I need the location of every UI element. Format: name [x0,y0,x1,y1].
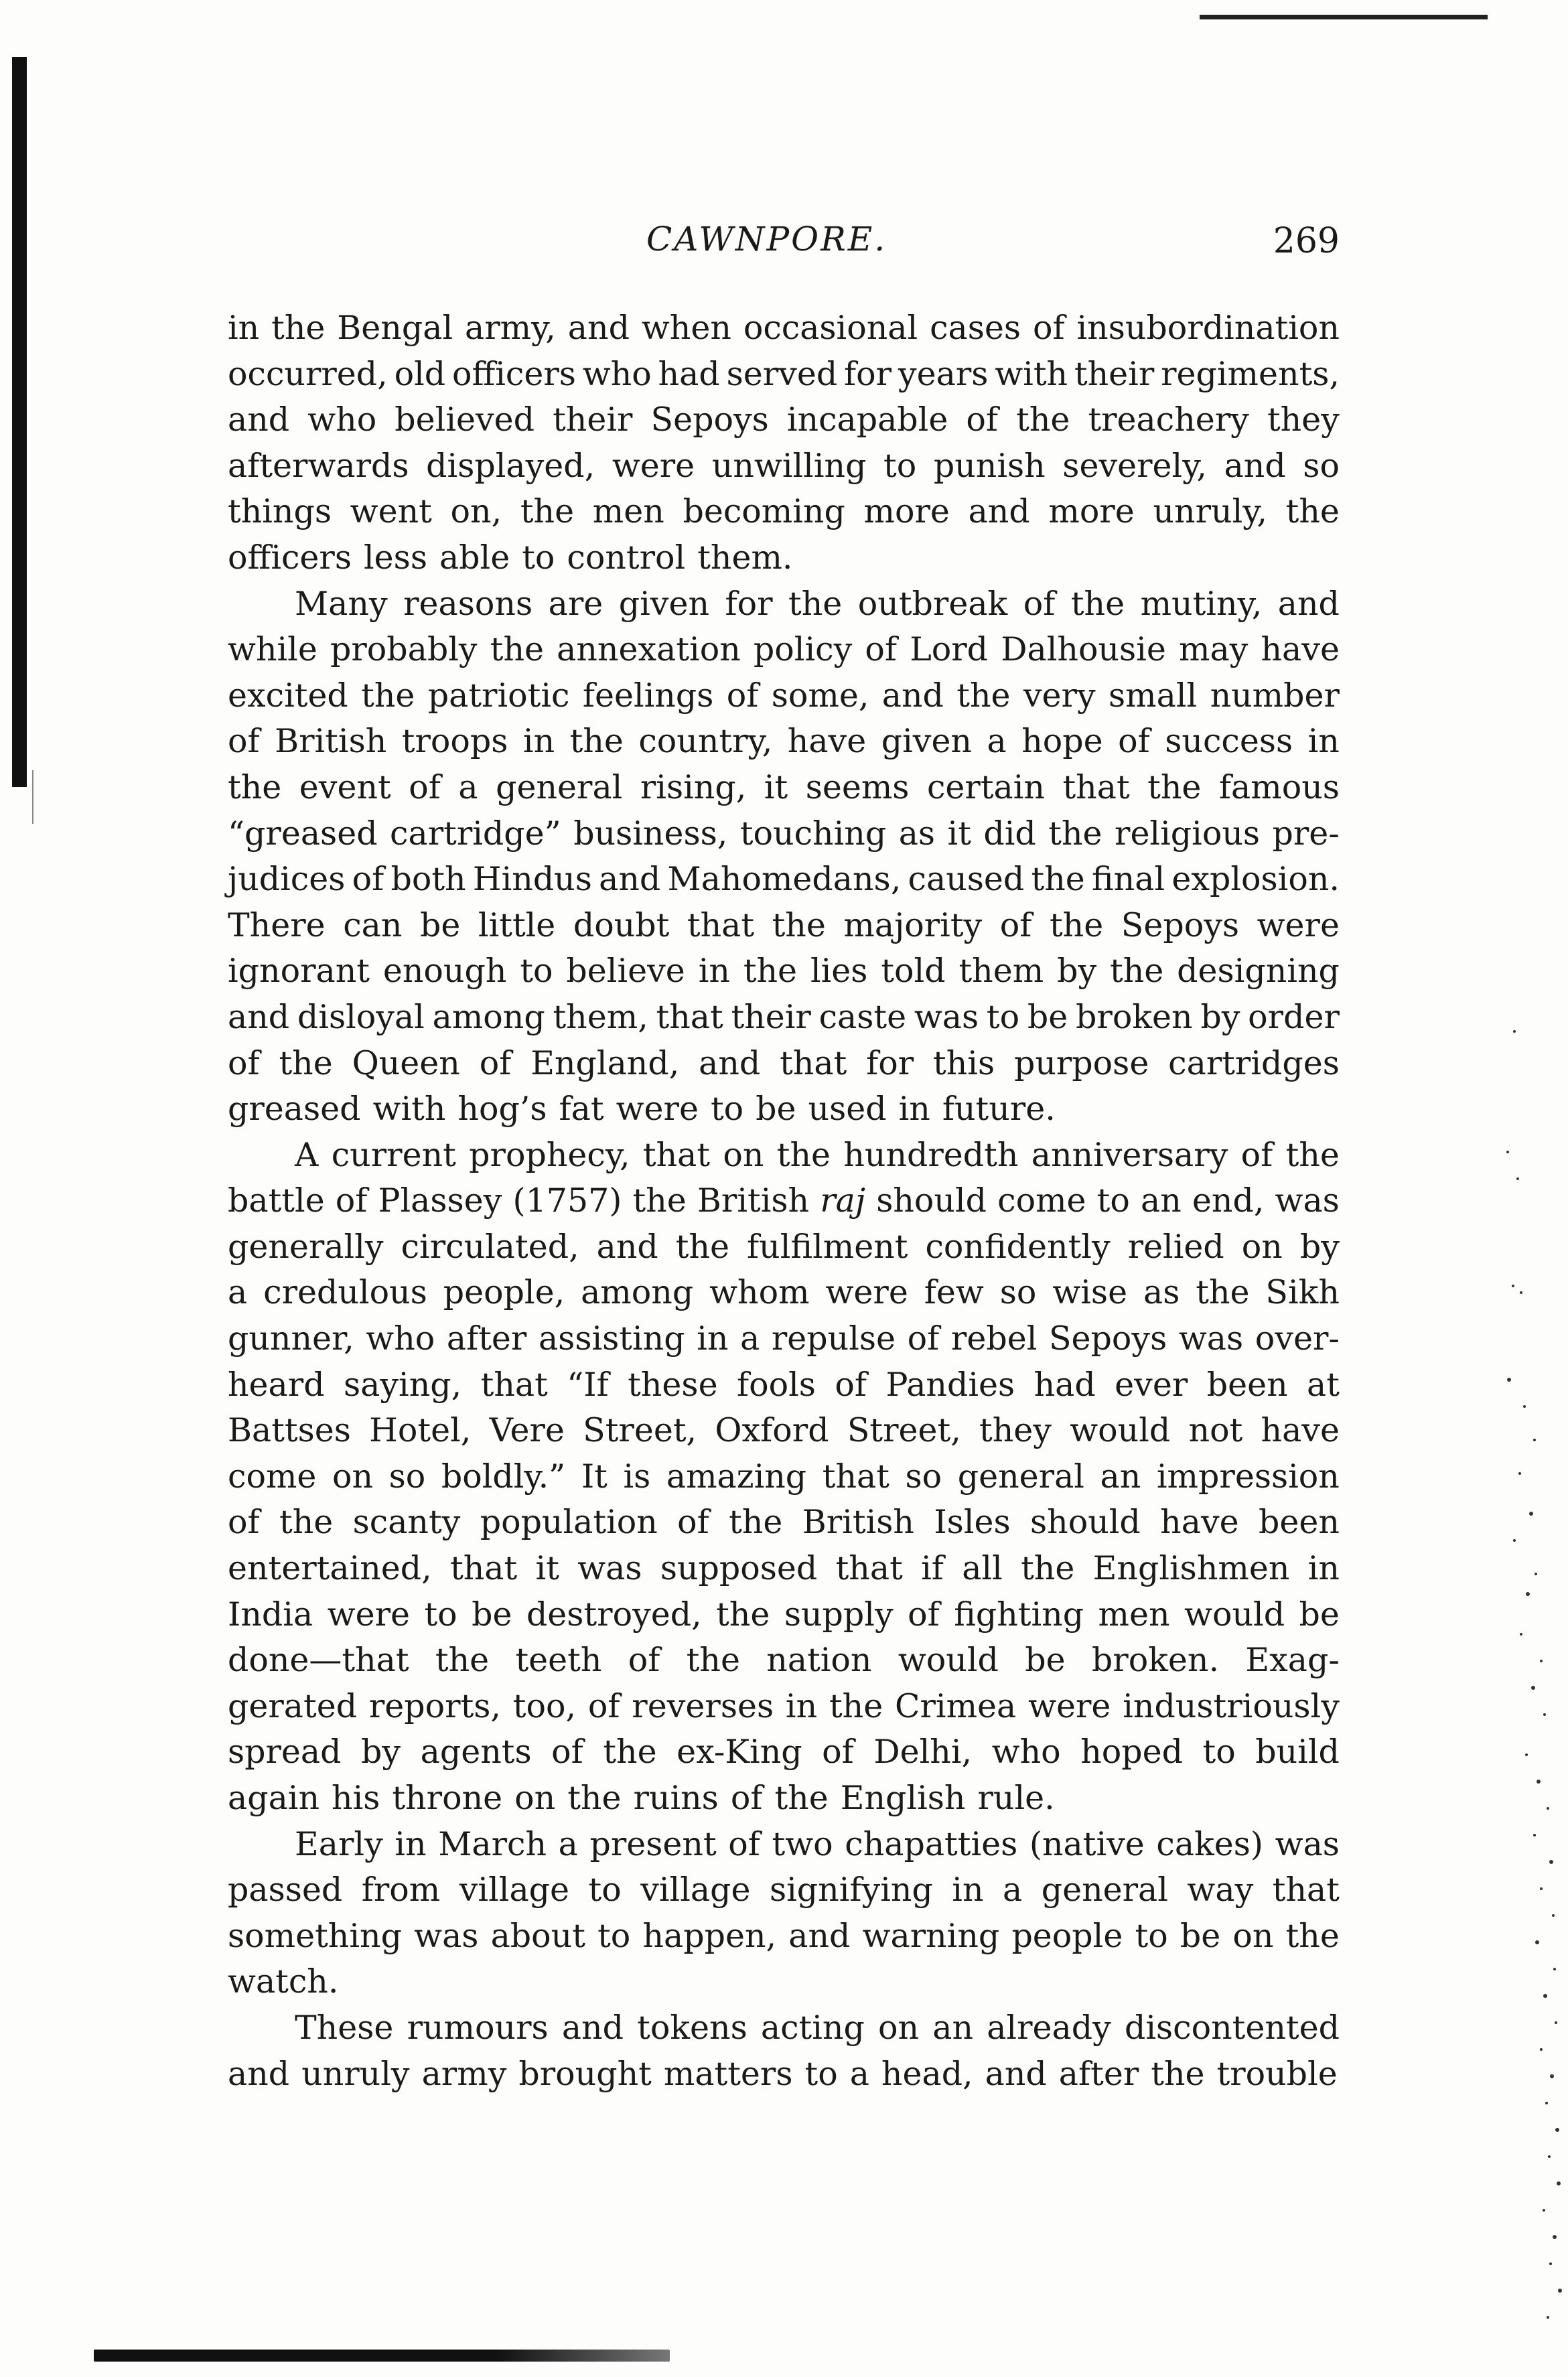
text-line: greased with hog’s fat were to be used in future. [228,1090,1056,1129]
running-title: CAWNPORE. [646,220,887,259]
text-line: judices of both Hindus and Mahomedans, caused the final explosion. [228,860,1340,899]
paragraph [228,2005,1340,2097]
text-line: of the Queen of England, and that for this purpose cartridges [228,1043,1340,1082]
text-line: A current prophecy, that on the hundredth anniversary of the [295,1135,1340,1174]
text-line: Many reasons are given for the outbreak of the mutiny, and [295,584,1340,623]
text-line: gerated reports, too, of reverses in the Crimea were industriously [228,1686,1340,1725]
text-line: of British troops in the country, have given a hope of success in [228,722,1340,761]
text-line: entertained, that it was supposed that if all the Englishmen in [228,1549,1340,1588]
text-line: “greased cartridge” business, touching as it did the religious pre- [228,814,1340,853]
text-line: gunner, who after assisting in a repulse of rebel Sepoys was over- [228,1319,1340,1358]
text-line: the event of a general rising, it seems certain that the famous [228,768,1340,806]
scan-edge-line [32,770,33,824]
text-line: officers less able to control them. [228,538,793,577]
text-line: in the Bengal army, and when occasional cases of insubordination [228,309,1340,347]
paragraph [228,581,1340,1133]
text-line: while probably the annexation policy of Lord Dalhousie may have [228,630,1340,669]
text-line: and disloyal among them, that their caste was to be broken by order [228,997,1340,1036]
scan-top-rule [1200,15,1488,19]
running-head [241,220,1340,273]
text-line: spread by agents of the ex-King of Delhi, who hoped to build [228,1733,1340,1772]
text-line: There can be little doubt that the majority of the Sepoys were [228,906,1340,944]
text-line: again his throne on the ruins of the English rule. [228,1779,1055,1817]
paragraph [228,1822,1340,2005]
text-line: ignorant enough to believe in the lies told them by the designing [228,952,1340,991]
page-number: 269 [1273,221,1340,261]
text-line: heard saying, that “If these fools of Pandies had ever been at [228,1365,1340,1404]
paragraph [228,305,1340,581]
text-line: Early in March a present of two chapatties (native cakes) was [295,1824,1340,1863]
text-line: occurred, old officers who had served for years with their regiments, [228,354,1340,393]
text-line: and who believed their Sepoys incapable of the treachery they [228,401,1340,439]
text-line: and unruly army brought matters to a head, and after the trouble [228,2054,1338,2093]
scan-edge-bar [12,57,27,787]
text-line: come on so boldly.” It is amazing that so general an impression [228,1457,1340,1496]
text-line: a credulous people, among whom were few so wise as the Sikh [228,1273,1340,1312]
text-line: of the scanty population of the British Isles should have been [228,1503,1340,1542]
text-line: battle of Plassey (1757) the British raj should come to an end, was [228,1181,1340,1220]
text-line: excited the patriotic feelings of some, and the very small number [228,676,1340,715]
text-line: done—that the teeth of the nation would be broken. Exag- [228,1641,1340,1680]
scan-bottom-rule [94,2350,670,2362]
text-line: things went on, the men becoming more and more unruly, the [228,492,1340,531]
text-line: generally circulated, and the fulfilment confidently relied on by [228,1227,1340,1266]
text-line: something was about to happen, and warning people to be on the [228,1916,1340,1955]
paragraph [228,1133,1340,1822]
text-line: India were to be destroyed, the supply of fighting men would be [228,1595,1340,1634]
scan-speckles [1494,1005,1568,2344]
text-line: afterwards displayed, were unwilling to punish severely, and so [228,446,1340,485]
body-text [228,305,1340,2097]
text-line: passed from village to village signifying in a general way that [228,1871,1340,1910]
text-line: These rumours and tokens acting on an already discontented [295,2008,1340,2047]
text-line: Battses Hotel, Vere Street, Oxford Street, they would not have [228,1411,1340,1450]
text-line: watch. [228,1962,339,2001]
